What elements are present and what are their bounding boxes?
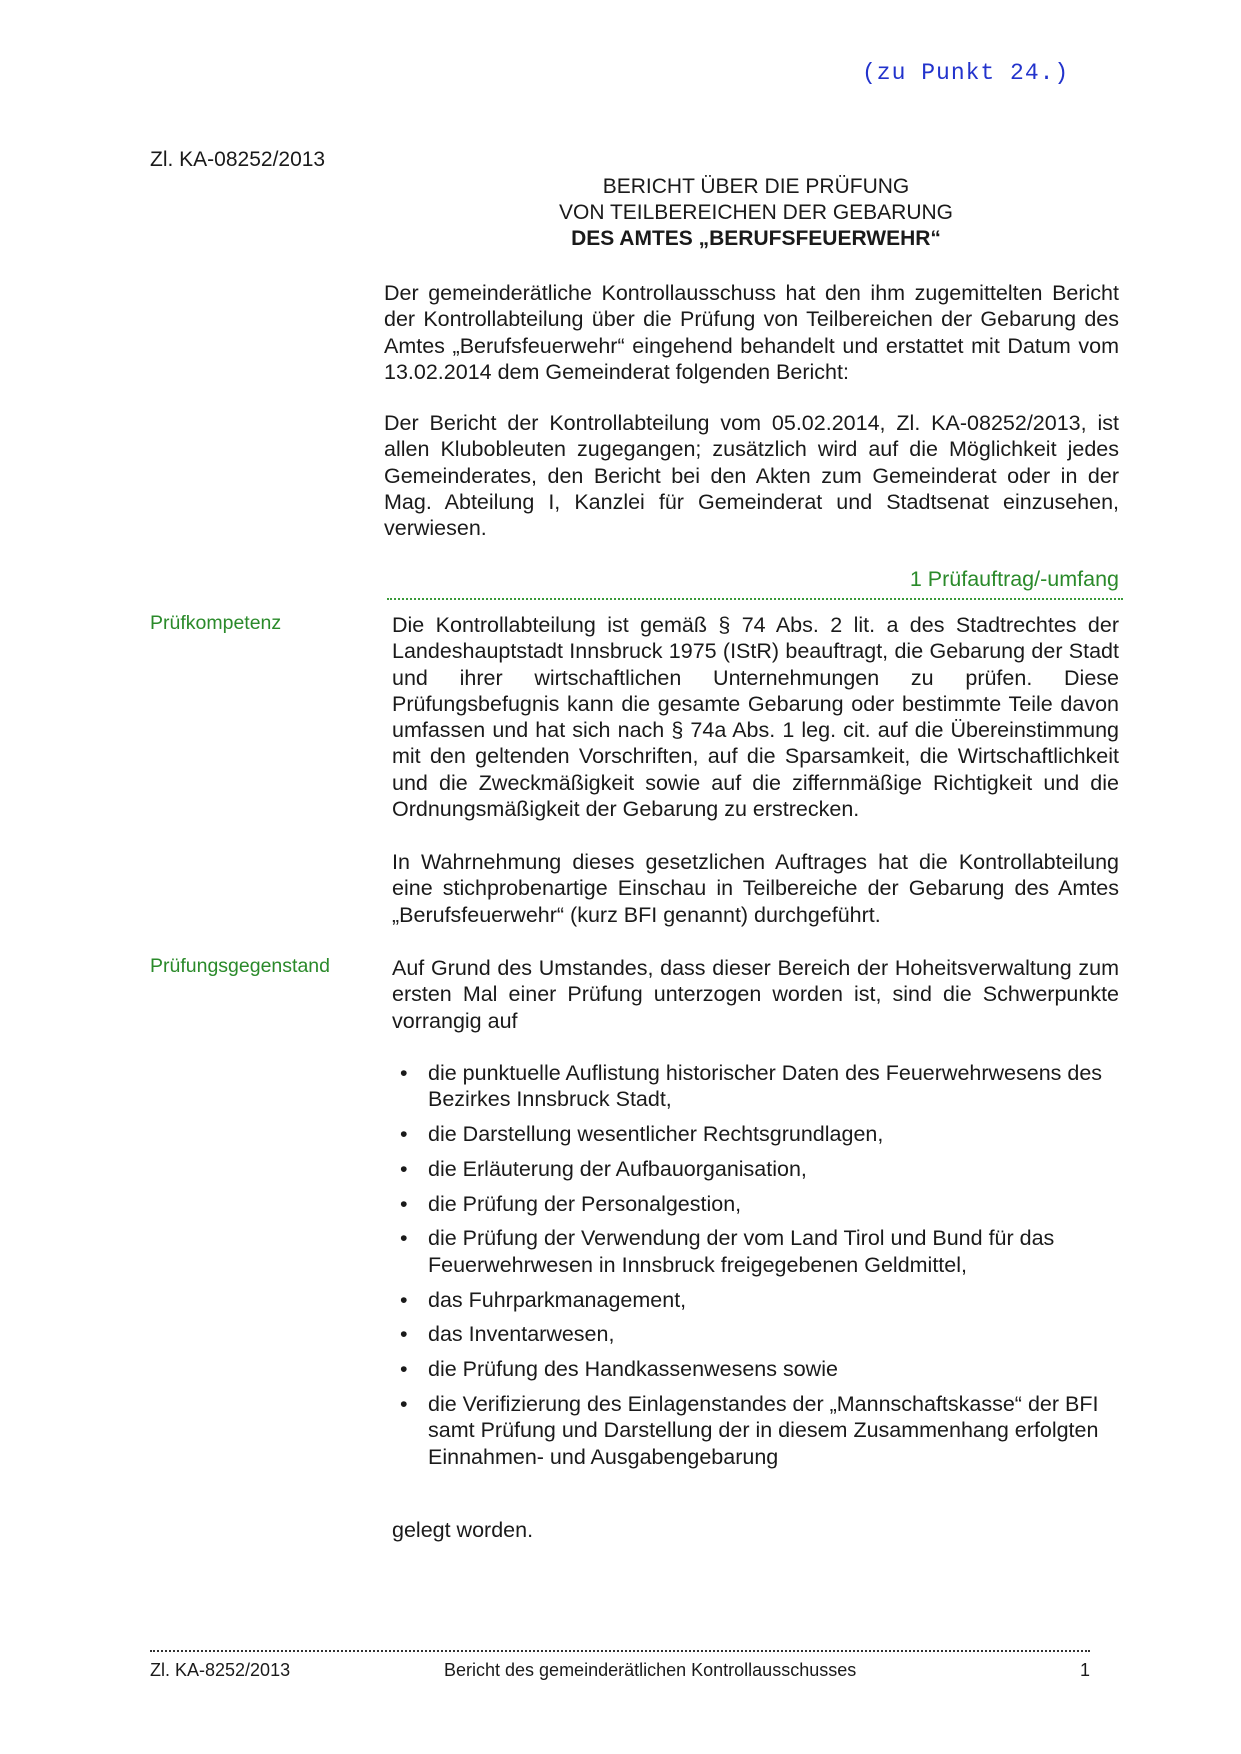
bullet-icon: • xyxy=(400,1061,408,1085)
paragraph-pruefungsgegenstand xyxy=(392,955,1119,1034)
list-item-text: die Verifizierung des Einlagenstandes der „Mannschaftskasse“ der BFI samt Prüfung und Darstellung der in diesem Zusammenhang erfolgten Einnahmen- und Ausgabengebarung xyxy=(428,1391,1099,1469)
footer-reference: Zl. KA-8252/2013 xyxy=(150,1660,291,1680)
paragraph-pruefkompetenz-text: Die Kontrollabteilung ist gemäß § 74 Abs. 2 lit. a des Stadtrechtes der Landeshauptstadt Innsbruck 1975 (IStR) beauftragt, die Gebarung der Stadt und ihrer wirtschaftlichen Unternehmungen zu prüfen. Diese Prüfungsbefugnis kann die gesamte Gebarung oder bestimmte Teile davon umfassen und hat sich nach § 74a Abs. 1 leg. cit. auf die Übereinstimmung mit den geltenden Vorschriften, auf die Sparsamkeit, die Wirtschaftlichkeit und die Zweckmäßigkeit sowie auf die ziffernmäßige Richtigkeit und die Ordnungsmäßigkeit der Gebarung zu erstrecken. xyxy=(392,613,1119,822)
list-item-text: das Inventarwesen, xyxy=(428,1322,615,1347)
list-item xyxy=(392,1191,1119,1217)
title-line-3: DES AMTES „BERUFSFEUERWEHR“ xyxy=(571,227,941,250)
list-item-text: die Prüfung der Verwendung der vom Land Tirol und Bund für das Feuerwehrwesen in Innsbruck freigegebenen Geldmittel, xyxy=(428,1226,1055,1277)
list-item xyxy=(392,1121,1119,1147)
paragraph-pruefkompetenz xyxy=(392,612,1119,822)
report-title xyxy=(380,174,1132,252)
list-item xyxy=(392,1287,1119,1313)
list-item-text: die Prüfung der Personalgestion, xyxy=(428,1191,742,1216)
list-item xyxy=(392,1321,1119,1347)
margin-label-pruefungsgegenstand: Prüfungsgegenstand xyxy=(150,955,330,977)
list-item-text: die Darstellung wesentlicher Rechtsgrundlagen, xyxy=(428,1122,884,1147)
paragraph-wahrnehmung xyxy=(392,849,1119,928)
title-line-1: BERICHT ÜBER DIE PRÜFUNG xyxy=(602,175,910,198)
list-item xyxy=(392,1060,1119,1113)
list-item xyxy=(392,1391,1119,1470)
list-item-text: das Fuhrparkmanagement, xyxy=(428,1287,687,1312)
document-reference: Zl. KA-08252/2013 xyxy=(150,148,326,171)
intro-paragraph-1-text: Der gemeinderätliche Kontrollausschuss hat den ihm zugemittelten Bericht der Kontrollabteilung über die Prüfung von Teilbereichen der Gebarung des Amtes „Berufsfeuerwehr“ eingehend behandelt und erstattet mit Datum vom 13.02.2014 dem Gemeinderat folgenden Bericht: xyxy=(384,281,1119,384)
margin-label-pruefkompetenz: Prüfkompetenz xyxy=(150,612,282,634)
list-item xyxy=(392,1225,1119,1278)
bullet-icon: • xyxy=(400,1226,408,1251)
agenda-item-note: (zu Punkt 24.) xyxy=(862,60,1070,86)
closing-text: gelegt worden. xyxy=(392,1518,534,1542)
section-divider xyxy=(387,598,1123,600)
footer-title: Bericht des gemeinderätlichen Kontrollausschusses xyxy=(444,1660,857,1680)
footer-divider xyxy=(150,1650,1090,1652)
bullet-icon: • xyxy=(400,1191,408,1216)
list-item-text: die punktuelle Auflistung historischer Daten des Feuerwehrwesens des Bezirkes Innsbruck Stadt, xyxy=(428,1061,1103,1112)
list-item xyxy=(392,1356,1119,1382)
bullet-icon: • xyxy=(400,1156,408,1181)
section-heading: 1 Prüfauftrag/-umfang xyxy=(909,567,1119,591)
page-number: 1 xyxy=(1080,1660,1091,1680)
focus-list xyxy=(392,1060,1119,1478)
list-item-text: die Prüfung des Handkassenwesens sowie xyxy=(428,1357,838,1382)
bullet-icon: • xyxy=(400,1357,408,1382)
paragraph-pruefungsgegenstand-text: Auf Grund des Umstandes, dass dieser Bereich der Hoheitsverwaltung zum ersten Mal einer Prüfung unterzogen worden ist, sind die Schwerpunkte vorrangig auf xyxy=(392,956,1119,1033)
intro-paragraph-2-text: Der Bericht der Kontrollabteilung vom 05.02.2014, Zl. KA-08252/2013, ist allen Klubobleuten zugegangen; zusätzlich wird auf die Möglichkeit jedes Gemeinderates, den Bericht bei den Akten zum Gemeinderat oder in der Mag. Abteilung I, Kanzlei für Gemeinderat und Stadtsenat einzusehen, verwiesen. xyxy=(384,411,1119,541)
bullet-icon: • xyxy=(400,1287,408,1312)
intro-paragraph-1 xyxy=(384,280,1119,385)
title-line-2: VON TEILBEREICHEN DER GEBARUNG xyxy=(558,201,954,224)
bullet-icon: • xyxy=(400,1322,408,1347)
list-item xyxy=(392,1156,1119,1182)
bullet-icon: • xyxy=(400,1122,408,1147)
intro-paragraph-2 xyxy=(384,410,1119,541)
bullet-icon: • xyxy=(400,1391,408,1416)
paragraph-wahrnehmung-text: In Wahrnehmung dieses gesetzlichen Auftrages hat die Kontrollabteilung eine stichprobenartige Einschau in Teilbereiche der Gebarung des Amtes „Berufsfeuerwehr“ (kurz BFI genannt) durchgeführt. xyxy=(392,850,1119,927)
list-item-text: die Erläuterung der Aufbauorganisation, xyxy=(428,1156,807,1181)
